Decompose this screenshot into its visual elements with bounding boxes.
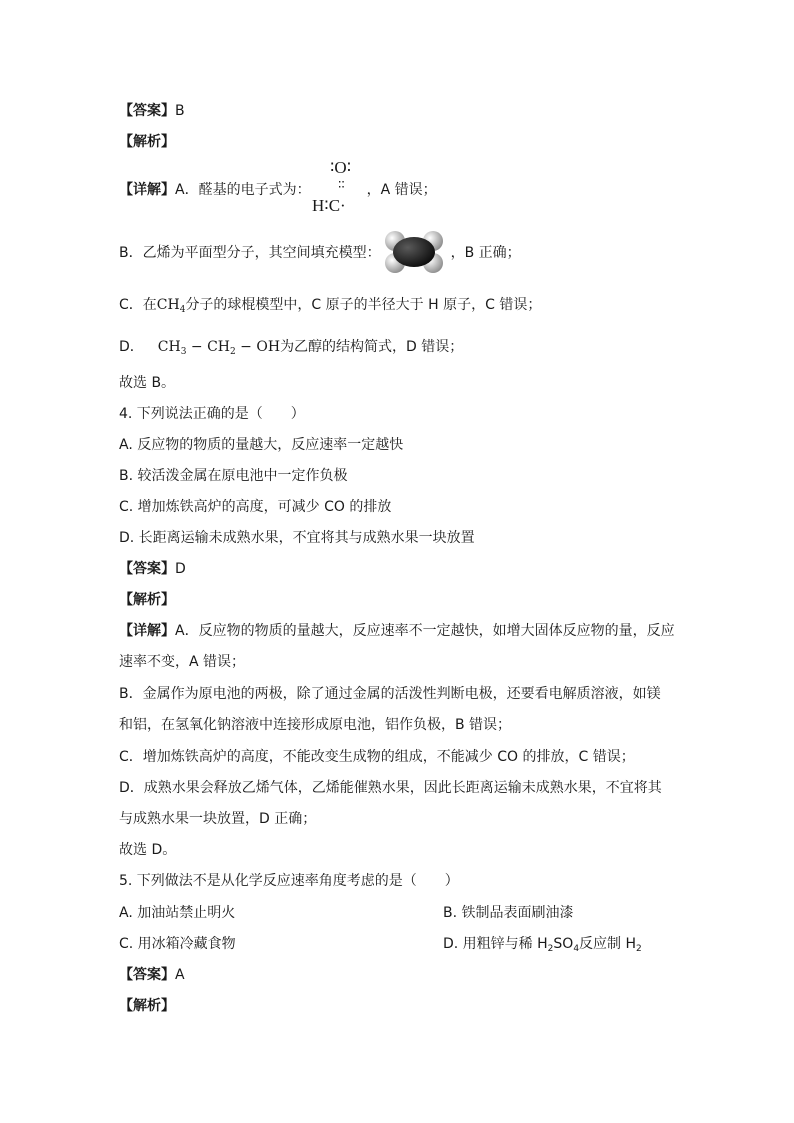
answer-label: 【答案】 [119,967,175,983]
ch4-formula [157,297,186,313]
q4-stem: 4. 下列说法正确的是（ ） [119,406,305,422]
answer-label: 【答案】 [119,561,175,577]
b-text-after: ，B 正确； [450,245,521,261]
q5-analysis-label: 【解析】 [119,998,175,1014]
carbon-atoms [393,237,435,267]
q3-answer-line [119,101,185,121]
q5-option-a: A. 加油站禁止明火 [119,905,236,921]
answer-value: B [175,103,185,119]
d-part: D. 用粗锌与稀 H [443,936,548,952]
d-part: SO [553,936,574,952]
q4-answer-line [119,559,186,579]
lewis-row-oxygen: ∶O∶ [330,158,352,177]
q3-option-b-explanation [119,243,521,263]
q5-answer-line [119,965,185,985]
f-part: CH [157,339,181,355]
d-part: 反应制 H [579,936,637,952]
q4-option-b: B. 较活泼金属在原电池中一定作负极 [119,468,348,484]
c-text-after: 分子的球棍模型中，C 原子的半径大于 H 原子，C 错误； [185,297,542,313]
q4-detail-line-5: C．增加炼铁高炉的高度，不能改变生成物的组成，不能减少 CO 的排放，C 错误； [119,749,635,765]
q3-option-a-explanation [119,180,437,200]
lewis-row-carbon: H∶C· [312,196,346,215]
q4-option-a: A. 反应物的物质的量越大，反应速率一定越快 [119,437,404,453]
q3-option-c-explanation [119,295,541,315]
q3-conclusion: 故选 B。 [119,375,176,391]
detail-label: 【详解】 [119,182,175,198]
lewis-row-bond: ∶∶ [338,177,345,192]
ch4-sub: 4 [179,305,186,315]
q3-option-d-explanation [119,337,463,357]
ethanol-formula [158,339,280,355]
answer-value: A [175,967,185,983]
d-prefix: D． [119,339,144,355]
q4-analysis-label: 【解析】 [119,592,175,608]
q5-stem: 5. 下列做法不是从化学反应速率角度考虑的是（ ） [119,873,459,889]
f-sub: 3 [180,347,187,357]
q4-option-c: C. 增加炼铁高炉的高度，可减少 CO 的排放 [119,499,392,515]
f-part: − OH [235,339,281,355]
a-text-before: A．醛基的电子式为： [175,182,311,198]
f-sub: 2 [230,347,236,357]
q5-option-d [443,934,642,954]
q4-conclusion: 故选 D。 [119,842,177,858]
detail-label: 【详解】 [119,623,175,639]
ethylene-space-filling-model [383,230,445,274]
q4-detail-line-4: 和铝，在氢氧化钠溶液中连接形成原电池，铝作负极，B 错误； [119,717,512,733]
d-text-after: 为乙醇的结构简式，D 错误； [280,339,464,355]
d-sub: 2 [636,944,642,954]
q3-analysis-label: 【解析】 [119,134,175,150]
q4-detail-line-2: 速率不变，A 错误； [119,654,246,670]
d-sub: 2 [547,944,554,954]
q4-detail-line-6: D．成熟水果会释放乙烯气体，乙烯能催熟水果，因此长距离运输未成熟水果，不宜将其 [119,780,662,796]
q4-option-d: D. 长距离运输未成熟水果，不宜将其与成熟水果一块放置 [119,530,475,546]
c-text-before: C．在 [119,297,157,313]
q5-option-b: B. 铁制品表面刷油漆 [443,905,574,921]
q4-detail-line-3: B．金属作为原电池的两极，除了通过金属的活泼性判断电极，还要看电解质溶液，如镁 [119,686,661,702]
a-text-after: ，A 错误； [366,182,437,198]
answer-value: D [175,561,186,577]
q4-detail-line-1 [119,621,675,641]
aldehyde-electron-formula [312,158,364,220]
b-text-before: B．乙烯为平面型分子，其空间填充模型： [119,245,381,261]
q4-detail-line-7: 与成熟水果一块放置，D 正确； [119,811,317,827]
d-sub: 4 [573,944,580,954]
answer-label: 【答案】 [119,103,175,119]
detail-text: A．反应物的物质的量越大，反应速率不一定越快，如增大固体反应物的量，反应 [175,623,675,639]
q5-option-c: C. 用冰箱冷藏食物 [119,936,236,952]
f-part: − CH [186,339,230,355]
ch4-main: CH [156,297,180,313]
